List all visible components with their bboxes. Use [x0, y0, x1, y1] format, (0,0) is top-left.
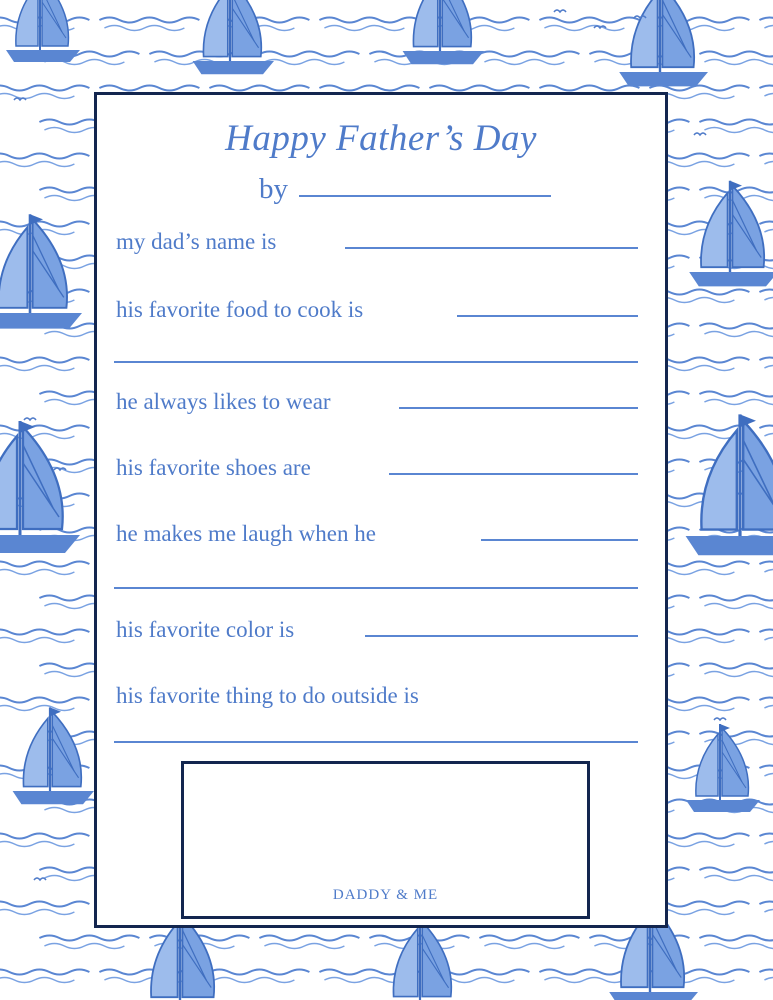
wave-decoration [0, 358, 89, 371]
wave-decoration [319, 18, 419, 31]
wave-decoration [759, 902, 773, 915]
wave-decoration [209, 970, 309, 983]
author-name-line[interactable] [299, 195, 551, 197]
favorite-outside-line[interactable] [114, 741, 638, 743]
wave-decoration [759, 18, 773, 31]
wave-decoration [699, 664, 773, 677]
daddy-and-me-photo-box[interactable] [181, 761, 590, 919]
wave-decoration [699, 732, 773, 745]
wave-decoration [259, 52, 359, 65]
photo-caption: DADDY & ME [332, 887, 439, 903]
makes-me-laugh-line-2[interactable] [114, 587, 638, 589]
wave-decoration [0, 630, 89, 643]
wave-decoration [759, 630, 773, 643]
prompt-favorite-color: his favorite color is [116, 617, 295, 642]
favorite-food-line-2[interactable] [114, 361, 638, 363]
wave-decoration [699, 936, 773, 949]
sailboat-icon [13, 707, 94, 804]
prompt-favorite-food: his favorite food to cook is [116, 297, 364, 322]
likes-to-wear-line[interactable] [399, 407, 638, 409]
wave-decoration [759, 86, 773, 99]
wave-decoration [0, 902, 89, 915]
fathers-day-card [94, 92, 668, 928]
seagull-icon [34, 878, 46, 880]
prompt-likes-to-wear: he always likes to wear [116, 389, 331, 414]
wave-decoration [759, 766, 773, 779]
prompt-favorite-outside: his favorite thing to do outside is [116, 683, 419, 708]
wave-decoration [699, 120, 773, 133]
sailboat-icon [193, 0, 274, 74]
wave-decoration [0, 426, 89, 439]
wave-decoration [539, 18, 639, 31]
prompt-makes-me-laugh: he makes me laugh when he [116, 521, 376, 546]
wave-decoration [99, 18, 199, 31]
wave-decoration [0, 86, 89, 99]
prompt-favorite-shoes: his favorite shoes are [116, 455, 311, 480]
wave-decoration [39, 936, 139, 949]
wave-decoration [699, 868, 773, 881]
wave-decoration [699, 52, 773, 65]
wave-decoration [759, 290, 773, 303]
favorite-shoes-line[interactable] [389, 473, 638, 475]
seagull-icon [554, 10, 566, 12]
wave-decoration [479, 52, 579, 65]
sailboat-icon [686, 414, 773, 555]
sailboat-icon [403, 0, 484, 64]
wave-decoration [259, 936, 359, 949]
sailboat-icon [619, 0, 708, 86]
sailboat-icon [383, 917, 464, 1000]
wave-decoration [0, 698, 89, 711]
wave-decoration [0, 970, 89, 983]
seagull-icon [714, 718, 726, 720]
wave-decoration [699, 392, 773, 405]
wave-decoration [759, 154, 773, 167]
wave-decoration [759, 562, 773, 575]
prompt-dad-name: my dad’s name is [116, 229, 277, 254]
wave-decoration [759, 426, 773, 439]
card-title: Happy Father’s Day [225, 118, 537, 159]
dad-name-line[interactable] [345, 247, 638, 249]
sailboat-icon [6, 0, 80, 62]
seagull-icon [694, 133, 706, 135]
wave-decoration [0, 154, 89, 167]
wave-decoration [699, 324, 773, 337]
favorite-food-line[interactable] [457, 315, 638, 317]
wave-decoration [759, 834, 773, 847]
wave-decoration [0, 562, 89, 575]
makes-me-laugh-line[interactable] [481, 539, 638, 541]
wave-decoration [479, 936, 579, 949]
wave-decoration [0, 834, 89, 847]
favorite-color-line[interactable] [365, 635, 638, 637]
wave-decoration [759, 358, 773, 371]
seagull-icon [24, 418, 36, 420]
wave-decoration [699, 596, 773, 609]
wave-decoration [759, 970, 773, 983]
wave-decoration [759, 698, 773, 711]
by-label: by [259, 173, 288, 205]
